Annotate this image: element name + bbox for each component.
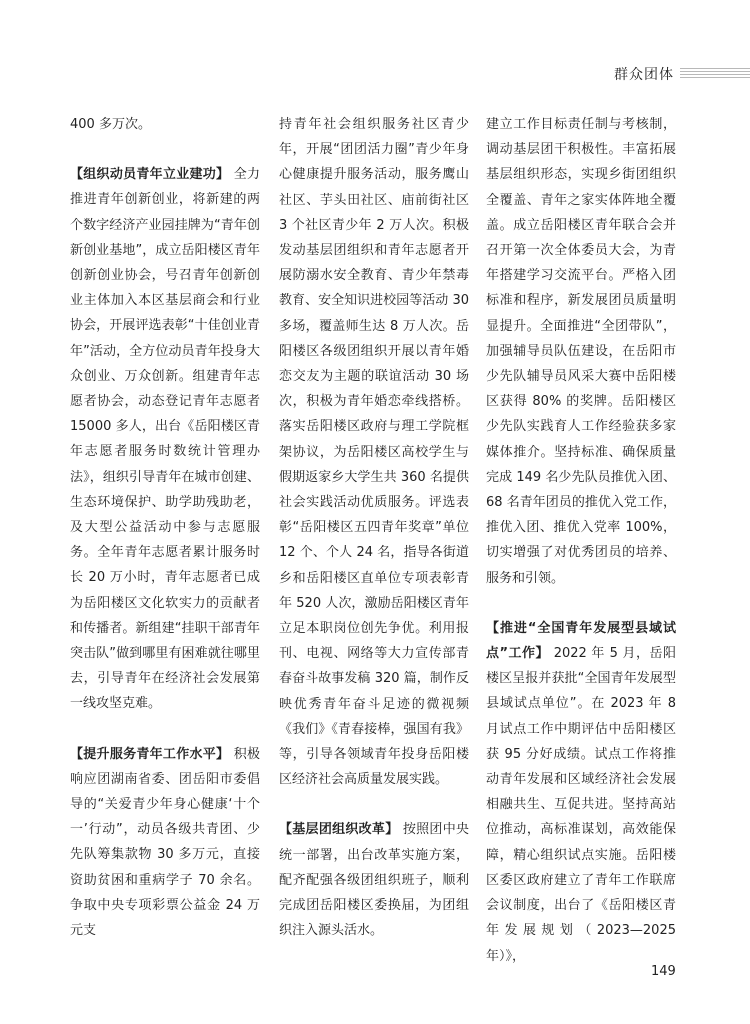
paragraph-body: 按照团中央统一部署，出台改革实施方案，配齐配强各级团组织班子，顺利完成团岳阳楼区委换届，为团组织注入源头活水。	[279, 822, 469, 939]
paragraph	[279, 817, 469, 943]
paragraph-body: 400 多万次。	[70, 117, 151, 132]
paragraph-body: 建立工作目标责任制与考核制，调动基层团干积极性。丰富拓展基层组织形态，实现乡街团组织全覆盖、青年之家实体阵地全覆盖。成立岳阳楼区青年联合会并召开第一次全体委员大会，为青年搭建学习交流平台。严格入团标准和程序，新发展团员质量明显提升。全面推进“全团带队”，加强辅导员队伍建设，在岳阳市少先队辅导员风采大赛中岳阳楼区获得 80% 的奖牌。岳阳楼区少先队实践育人工作经验获多家媒体推介。坚持标准、确保质量完成 149 名少先队员推优入团、68 名青年团员的推优入党工作，推优入团、推优入党率 100%，切实增强了对优秀团员的培养、服务和引领。	[486, 117, 676, 586]
text-column-2	[279, 112, 469, 969]
paragraph-body: 全力推进青年创新创业，将新建的两个数字经济产业园挂牌为“青年创新创业基地”，成立岳阳楼区青年创新创业协会，号召青年创新创业主体加入本区基层商会和行业协会，开展评选表彰“十佳创业青年”活动，全方位动员青年投身大众创业、万众创新。组建青年志愿者协会，动态登记青年志愿者 15000 多人，出台《岳阳楼区青年志愿者服务时数统计管理办法》，组织引导青年在城市创建、生态环境保护、助学助残助老，及大型公益活动中参与志愿服务。全年青年志愿者累计服务时长 20 万小时，青年志愿者已成为岳阳楼区文化软实力的贡献者和传播者。新组建“挂职干部青年突击队”做到哪里有困难就往哪里去，引导青年在经济社会发展第一线攻坚克难。	[70, 167, 260, 712]
page-number: 149	[651, 964, 676, 979]
section-title: 群众团体	[614, 67, 674, 83]
text-column-1	[70, 112, 260, 968]
paragraph-heading: 【提升服务青年工作水平】	[70, 746, 230, 762]
paragraph-body: 持青年社会组织服务社区青少年，开展“团团活力圈”青少年身心健康提升服务活动，服务鹰山社区、芋头田社区、庙前街社区 3 个社区青少年 2 万人次。积极发动基层团组织和青年志愿者开展防溺水安全教育、青少年禁毒教育、安全知识进校园等活动 30 多场，覆盖师生达 8 万人次。岳阳楼区各级团组织开展以青年婚恋交友为主题的联谊活动 30 场次，积极为青年婚恋牵线搭桥。落实岳阳楼区政府与理工学院框架协议，为岳阳楼区高校学生与假期返家乡大学生共 360 名提供社会实践活动优质服务。评选表彰“岳阳楼区五四青年奖章”单位 12 个、个人 24 名，指导各街道乡和岳阳楼区直单位专项表彰青年 520 人次，激励岳阳楼区青年立足本职岗位创先争优。利用报刊、电视、网络等大力宣传部青春奋斗故事发稿 320 篇，制作反映优秀青年奋斗足迹的微视频《我们》《青春接棒，强国有我》等，引导各领域青年投身岳阳楼区经济社会高质量发展实践。	[279, 117, 469, 788]
paragraph	[70, 742, 260, 944]
paragraph	[70, 112, 260, 137]
paragraph	[279, 112, 469, 792]
paragraph	[70, 162, 260, 716]
header-rule-decoration	[680, 68, 750, 79]
paragraph-body: 积极响应团湖南省委、团岳阳市委倡导的“关爱青少年身心健康‘十个一’行动”，动员各级共青团、少先队筹集款物 30 多万元，直接资助贫困和重病学子 70 余名。争取中央专项彩票公益金 24 万元支	[70, 746, 260, 939]
paragraph	[486, 616, 676, 969]
paragraph-heading: 【推进“全国青年发展型县域试点”工作】	[486, 620, 676, 662]
text-column-3	[486, 112, 676, 994]
paragraph-body: 2022 年 5 月，岳阳楼区呈报并获批“全国青年发展型县域试点单位”。在 2023 年 8 月试点工作中期评估中岳阳楼区获 95 分好成绩。试点工作将推动青年发展和区域经济社会发展相融共生、互促共进。坚持高站位推动，高标准谋划，高效能保障，精心组织试点实施。岳阳楼区委区政府建立了青年工作联席会议制度，出台了《岳阳楼区青年发展规划（2023—2025 年）》，	[486, 646, 676, 964]
paragraph-heading: 【基层团组织改革】	[279, 822, 399, 838]
paragraph	[486, 112, 676, 591]
paragraph-heading: 【组织动员青年立业建功】	[70, 167, 230, 183]
